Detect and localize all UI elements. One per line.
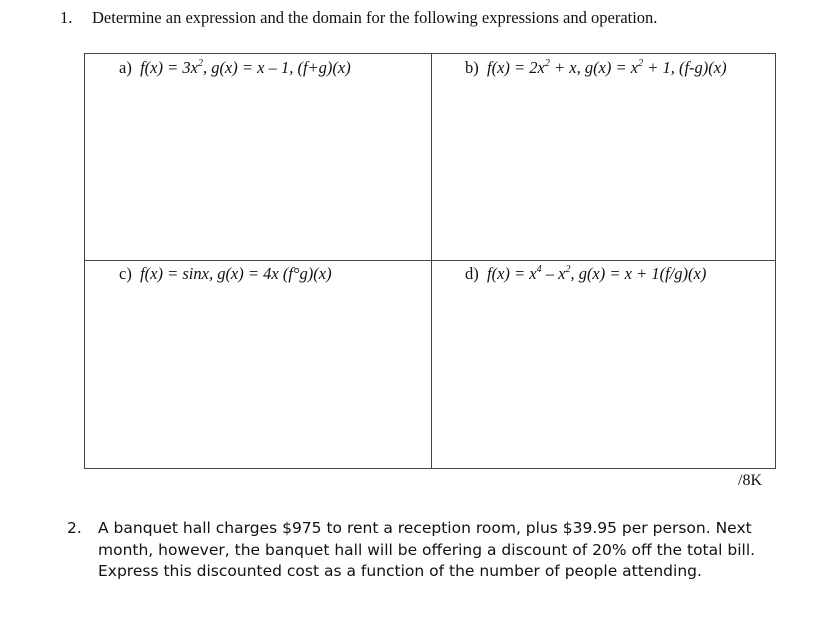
part-c-label — [119, 264, 332, 284]
part-a-expression — [140, 58, 351, 77]
question-2-line: month, however, the banquet hall will be offering a discount of 20% off the total bill. — [98, 540, 756, 559]
part-b-mid-text: + x, g(x) = x — [549, 58, 639, 77]
grid-vertical-divider — [431, 54, 432, 468]
part-b-g-exponent: 2 — [638, 58, 644, 69]
question-1 — [60, 8, 657, 28]
question-2-number: 2. — [67, 519, 82, 537]
question-2-text — [98, 518, 755, 583]
part-a-f-exponent: 2 — [197, 58, 203, 69]
part-d-expression — [487, 264, 706, 283]
part-b-label — [465, 58, 727, 78]
question-2-line: Express this discounted cost as a function of the number of people attending. — [98, 562, 702, 580]
question-1-number: 1. — [60, 8, 73, 27]
part-d-letter: d) — [465, 264, 479, 283]
part-d-mid-exponent: 2 — [565, 264, 571, 275]
part-d-rest-text: , g(x) = x + 1(f/g)(x) — [570, 264, 707, 283]
part-b-f-exponent: 2 — [544, 58, 550, 69]
part-a-rest-text: , g(x) = x – 1, (f+g)(x) — [202, 58, 351, 77]
part-a-letter: a) — [119, 58, 132, 77]
part-d-label — [465, 264, 706, 284]
grid-horizontal-divider — [85, 260, 775, 261]
score-label: /8K — [738, 472, 762, 489]
part-b-f-text: f(x) = 2x — [487, 58, 545, 77]
part-c-expression: f(x) = sinx, g(x) = 4x (f°g)(x) — [140, 264, 332, 283]
question-2-line: A banquet hall charges $975 to rent a reception room, plus $39.95 per person. Next — [98, 519, 752, 537]
part-b-rest-text: + 1, (f-g)(x) — [643, 58, 727, 77]
part-a-f-text: f(x) = 3x — [140, 58, 198, 77]
part-a-label — [119, 58, 351, 78]
answer-grid — [84, 53, 776, 469]
part-b-letter: b) — [465, 58, 479, 77]
part-b-expression — [487, 58, 727, 77]
question-1-prompt: Determine an expression and the domain for the following expressions and operation. — [92, 8, 658, 27]
part-d-mid-text: – x — [541, 264, 566, 283]
part-d-f-exponent: 4 — [536, 264, 542, 275]
part-c-letter: c) — [119, 264, 132, 283]
part-d-f-text: f(x) = x — [487, 264, 537, 283]
